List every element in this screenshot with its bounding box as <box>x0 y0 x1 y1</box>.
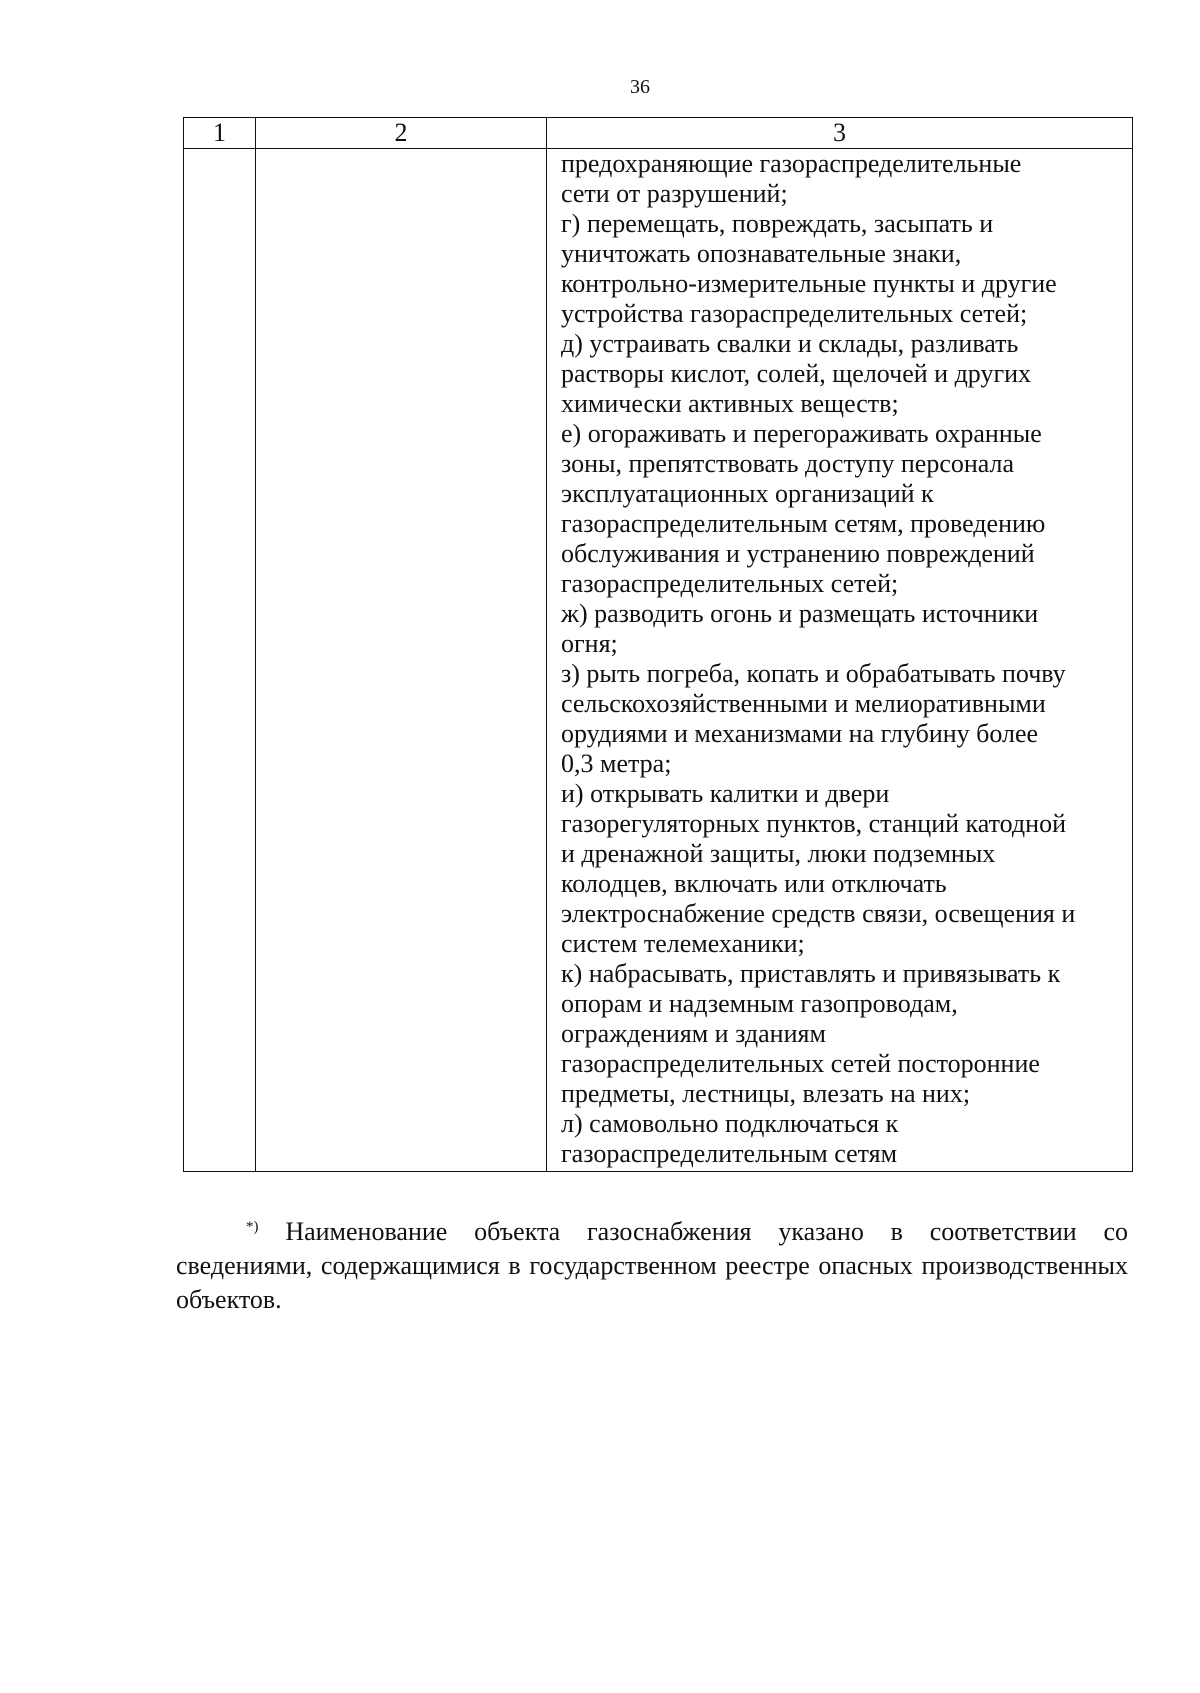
footnote-text: Наименование объекта газоснабжения указано в соответствии со сведениями, содержащимися в государственном реестре опасных производственных объектов. <box>176 1217 1129 1314</box>
text-line: г) перемещать, повреждать, засыпать и <box>561 209 994 238</box>
footnote-marker: *) <box>246 1219 259 1235</box>
text-line: эксплуатационных организаций к <box>561 479 934 508</box>
text-line: и дренажной защиты, люки подземных <box>561 839 996 868</box>
text-line: огня; <box>561 629 618 658</box>
text-line: орудиями и механизмами на глубину более <box>561 719 1039 748</box>
text-line: уничтожать опознавательные знаки, <box>561 239 962 268</box>
text-line: л) самовольно подключаться к <box>561 1109 899 1138</box>
text-line: обслуживания и устранению повреждений <box>561 539 1035 568</box>
text-line: систем телемеханики; <box>561 929 805 958</box>
text-line: и) открывать калитки и двери <box>561 779 890 808</box>
text-line: газораспределительных сетей; <box>561 569 899 598</box>
prohibitions-text <box>547 149 1132 1171</box>
text-line: газораспределительным сетям <box>561 1139 898 1168</box>
text-line: 0,3 метра; <box>561 749 672 778</box>
text-line: к) набрасывать, приставлять и привязывать к <box>561 959 1061 988</box>
text-line: д) устраивать свалки и склады, разливать <box>561 329 1019 358</box>
text-line: сельскохозяйственными и мелиоративными <box>561 689 1046 718</box>
text-line: опорам и надземным газопроводам, <box>561 989 958 1018</box>
text-line: растворы кислот, солей, щелочей и других <box>561 359 1032 388</box>
text-line: ж) разводить огонь и размещать источники <box>561 599 1039 628</box>
page-number: 36 <box>630 76 650 98</box>
column-header-1: 1 <box>184 118 256 149</box>
column-header-2: 2 <box>256 118 547 149</box>
text-line: газорегуляторных пунктов, станций катодной <box>561 809 1066 838</box>
text-line: е) огораживать и перегораживать охранные <box>561 419 1042 448</box>
text-line: предохраняющие газораспределительные <box>561 149 1022 178</box>
footnote <box>176 1210 1128 1317</box>
table-cell-col2 <box>256 149 547 1172</box>
table-row <box>184 149 1133 1172</box>
document-table <box>183 117 1133 1172</box>
text-line: электроснабжение средств связи, освещения и <box>561 899 1076 928</box>
text-line: химически активных веществ; <box>561 389 899 418</box>
table-cell-col1 <box>184 149 256 1172</box>
table-cell-col3 <box>547 149 1133 1172</box>
text-line: колодцев, включать или отключать <box>561 869 947 898</box>
text-line: з) рыть погреба, копать и обрабатывать почву <box>561 659 1066 688</box>
text-line: сети от разрушений; <box>561 179 788 208</box>
column-header-3: 3 <box>547 118 1133 149</box>
text-line: зоны, препятствовать доступу персонала <box>561 449 1015 478</box>
text-line: предметы, лестницы, влезать на них; <box>561 1079 971 1108</box>
text-line: газораспределительным сетям, проведению <box>561 509 1046 538</box>
text-line: устройства газораспределительных сетей; <box>561 299 1028 328</box>
text-line: газораспределительных сетей посторонние <box>561 1049 1040 1078</box>
table-header-row <box>184 118 1133 149</box>
text-line: контрольно-измерительные пункты и другие <box>561 269 1057 298</box>
text-line: ограждениям и зданиям <box>561 1019 826 1048</box>
